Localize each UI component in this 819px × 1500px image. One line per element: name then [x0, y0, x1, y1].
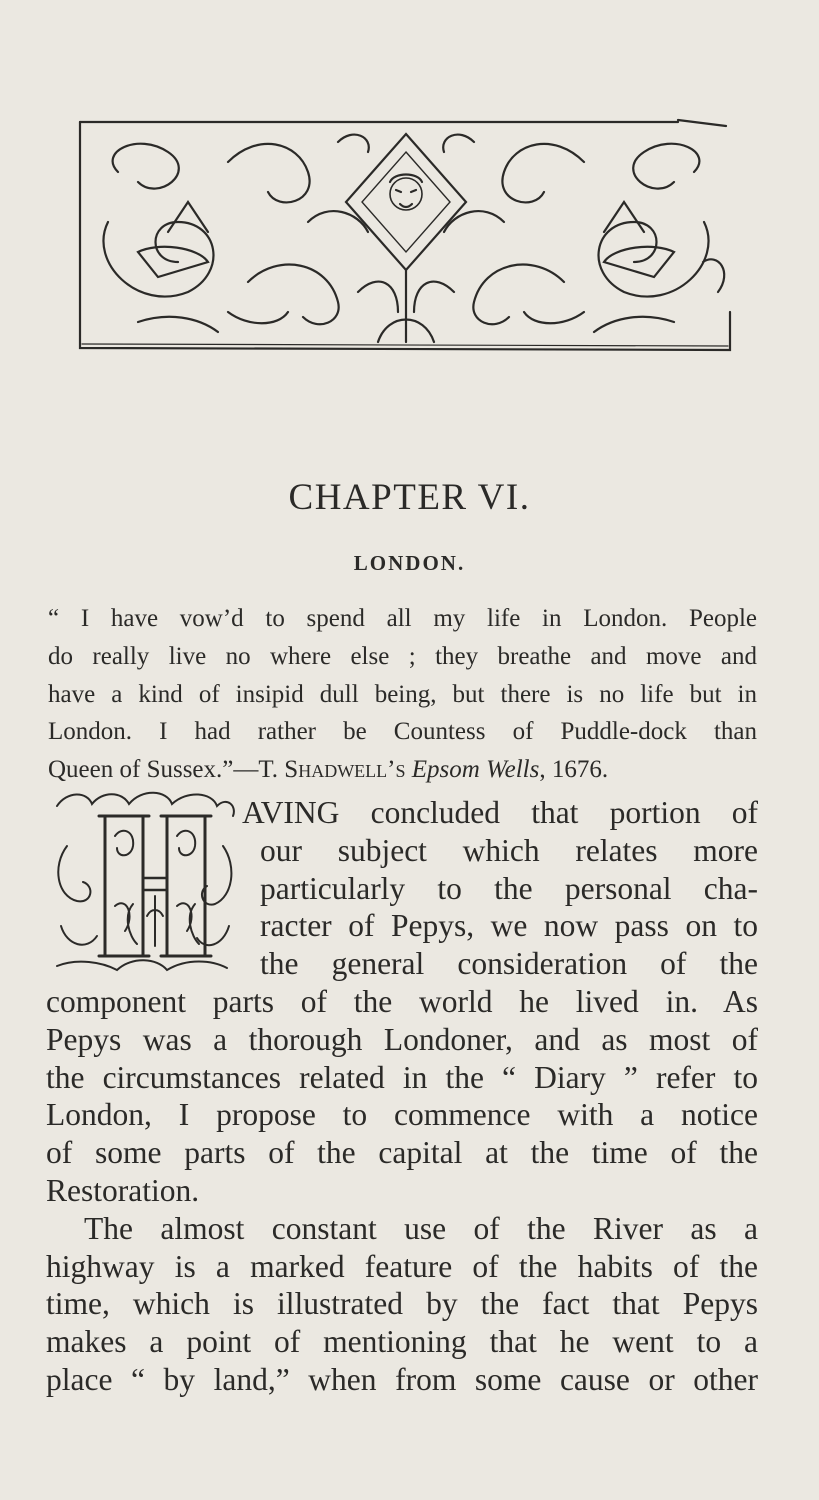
text-line: The almost constant use of the River as a [84, 1210, 758, 1246]
text-line: particularly to the personal cha- [260, 870, 758, 906]
epigraph [48, 604, 757, 793]
epigraph-author: Shadwell’s [284, 756, 406, 784]
epigraph-line: “ I have vow’d to spend all my life in London. People [48, 605, 757, 632]
epigraph-line: London. I had rather be Countess of Puddle-dock than [48, 718, 757, 746]
epigraph-line: have a kind of insipid dull being, but there is no life but in [48, 680, 757, 708]
text-line: our subject which relates more [260, 832, 758, 868]
text-line: the general consideration of the [260, 946, 758, 982]
text-line: AVING concluded that portion of [242, 795, 758, 830]
text-line: Pepys was a thorough Londoner, and as most of [46, 1021, 758, 1057]
ornamental-headpiece-icon [78, 112, 734, 354]
text-line: component parts of the world he lived in. As [46, 983, 758, 1019]
text-line: Restoration. [46, 1172, 200, 1208]
text-line: makes a point of mentioning that he went to a [46, 1324, 758, 1360]
epigraph-year: , 1676. [539, 756, 609, 784]
text-line: highway is a marked feature of the habits of the [46, 1248, 758, 1284]
text-line: place “ by land,” when from some cause or other [46, 1361, 758, 1397]
text-line: the circumstances related in the “ Diary ” refer to [46, 1059, 758, 1095]
text-line: racter of Pepys, we now pass on to [260, 908, 758, 944]
text-line: of some parts of the capital at the time of the [46, 1135, 758, 1171]
body-text [46, 794, 758, 1399]
epigraph-work: Epsom Wells [411, 756, 540, 784]
text-line: time, which is illustrated by the fact that Pepys [46, 1286, 758, 1322]
epigraph-line: do really live no where else ; they breathe and move and [48, 642, 757, 670]
section-title: LONDON. [353, 551, 466, 575]
chapter-title: CHAPTER VI. [288, 477, 531, 518]
epigraph-line-start: Queen of Sussex.”—T. [48, 756, 285, 784]
text-line: London, I propose to commence with a notice [46, 1097, 758, 1133]
